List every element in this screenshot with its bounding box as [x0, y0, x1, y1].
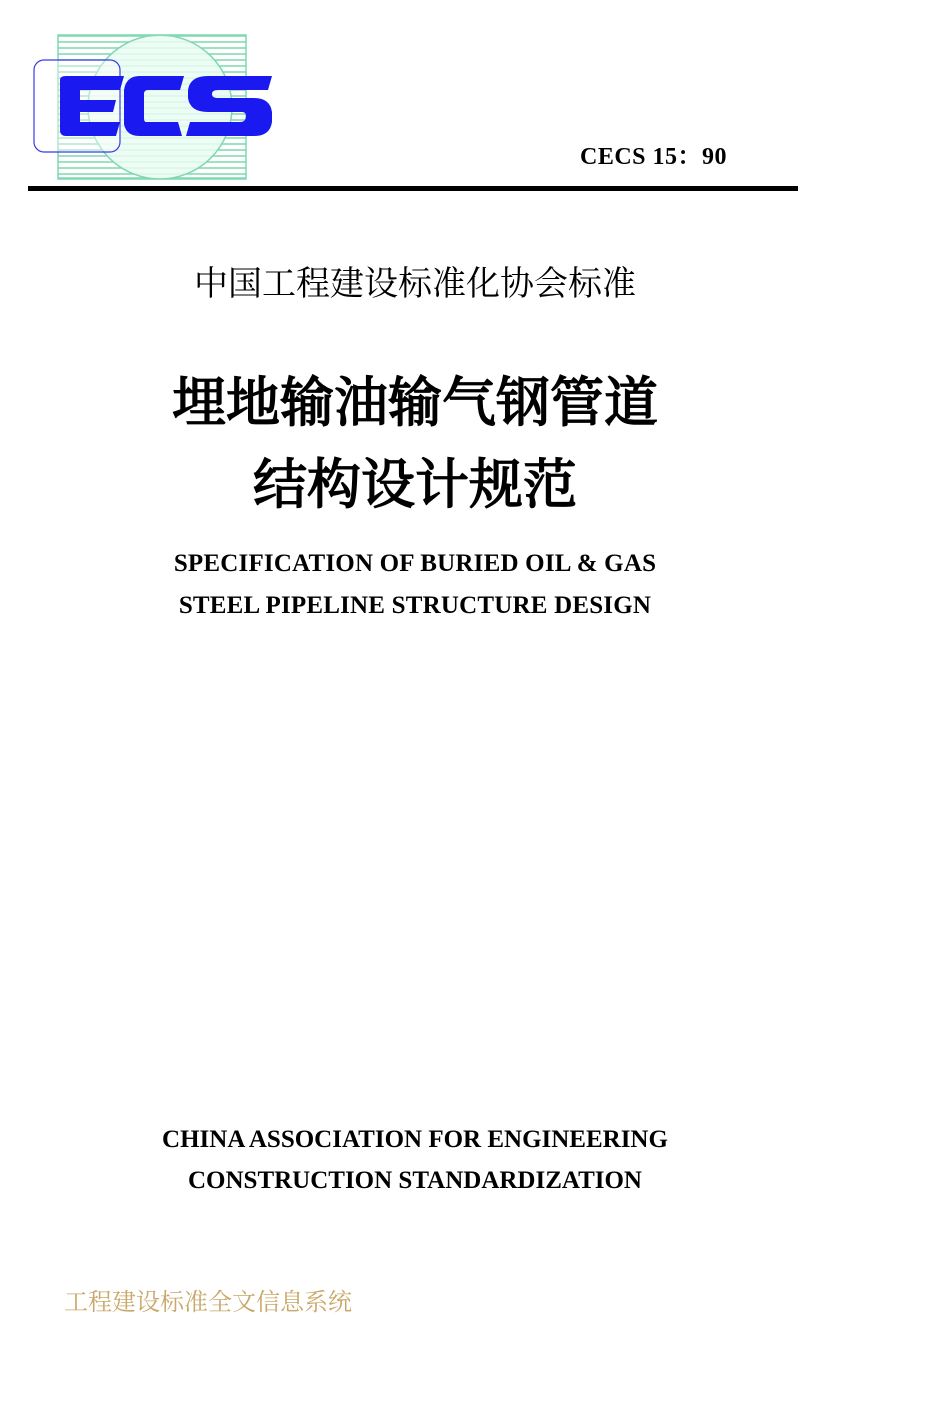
organization-line2: CONSTRUCTION STANDARDIZATION: [187, 1167, 642, 1194]
title-cn-line1: 埋地输油输气钢管道: [172, 371, 658, 434]
footer-watermark: 工程建设标准全文信息系统: [64, 1288, 352, 1316]
title-cn-line2: 结构设计规范: [253, 453, 577, 516]
ecs-logo: [32, 32, 282, 182]
standard-code: CECS 15：90: [580, 144, 728, 170]
header-divider: [28, 186, 798, 191]
title-en-line2: STEEL PIPELINE STRUCTURE DESIGN: [178, 592, 652, 619]
association-standard: 中国工程建设标准化协会标准: [194, 264, 636, 304]
title-en-line1: SPECIFICATION OF BURIED OIL & GAS: [173, 550, 657, 577]
organization-line1: CHINA ASSOCIATION FOR ENGINEERING: [162, 1126, 668, 1153]
